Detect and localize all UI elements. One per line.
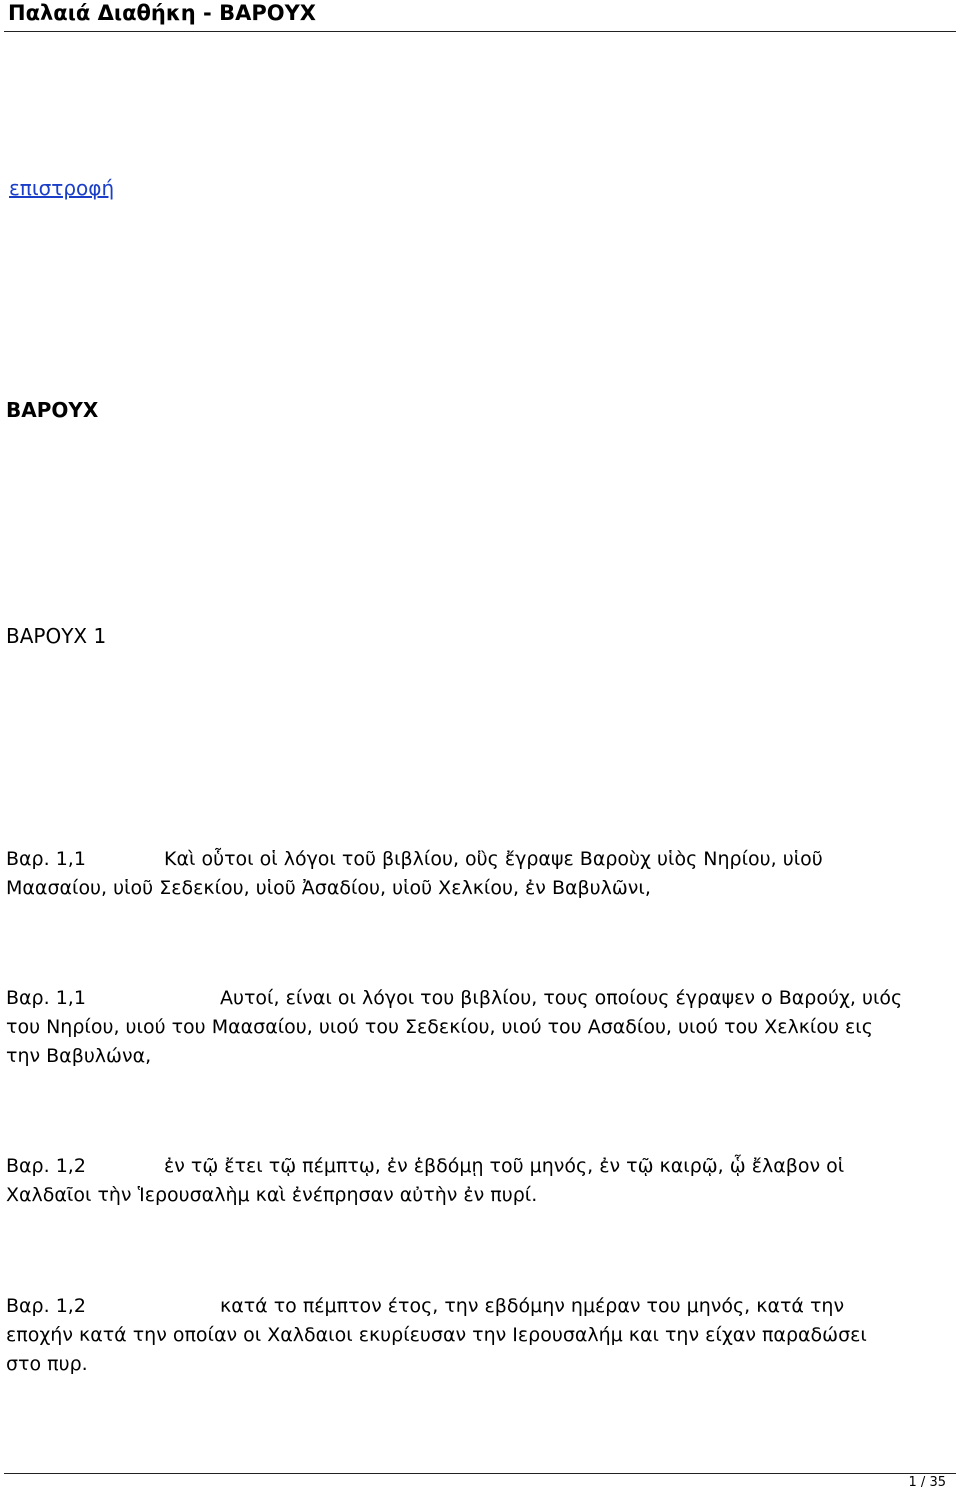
- verse-reference: Βαρ. 1,2: [6, 1295, 86, 1317]
- verse-text-line: στο πυρ.: [6, 1353, 88, 1375]
- verse-text-line: κατά το πέμπτον έτος, την εβδόμην ημέραν του μηνός, κατά την: [220, 1295, 845, 1317]
- verse-text-line: του Νηρίου, υιού του Μαασαίου, υιού του Σεδεκίου, υιού του Ασαδίου, υιού του Χελκίου εις: [6, 1016, 873, 1038]
- book-title: ΒΑΡΟΥΧ: [6, 398, 99, 422]
- verse-block: [6, 1152, 952, 1210]
- verse-text-line: Καὶ οὗτοι οἱ λόγοι τοῦ βιβλίου, οὓς ἔγραψε Βαροὺχ υἱὸς Νηρίου, υἱοῦ: [164, 848, 823, 870]
- page-number: 1 / 35: [908, 1475, 946, 1490]
- verse-block: [6, 845, 952, 903]
- verse-text-line: Αυτοί, είναι οι λόγοι του βιβλίου, τους οποίους έγραψεν ο Βαρούχ, υιός: [220, 987, 903, 1009]
- verse-first-line: [6, 984, 952, 1013]
- chapter-title: ΒΑΡΟΥΧ 1: [6, 624, 107, 648]
- verse-text-line: Μαασαίου, υἱοῦ Σεδεκίου, υἱοῦ Ἀσαδίου, υἱοῦ Χελκίου, ἐν Βαβυλῶνι,: [6, 877, 651, 899]
- header-divider: [4, 31, 956, 32]
- verse-text-line: εποχήν κατά την οποίαν οι Χαλδαιοι εκυρίευσαν την Ιερουσαλήμ και την είχαν παραδώσει: [6, 1324, 867, 1346]
- verse-reference: Βαρ. 1,2: [6, 1155, 86, 1177]
- verse-first-line: [6, 1292, 952, 1321]
- verse-first-line: [6, 845, 952, 874]
- footer-divider: [4, 1473, 956, 1474]
- page-title: Παλαιά Διαθήκη - ΒΑΡΟΥΧ: [8, 1, 316, 25]
- back-link[interactable]: επιστροφή: [9, 176, 115, 200]
- verse-text-line: ἐν τῷ ἔτει τῷ πέμπτῳ, ἐν ἑβδόμῃ τοῦ μηνός, ἐν τῷ καιρῷ, ᾧ ἔλαβον οἱ: [164, 1155, 845, 1177]
- verse-block: [6, 984, 952, 1071]
- verse-text-line: Χαλδαῖοι τὴν Ἱερουσαλὴμ καὶ ἐνέπρησαν αὐτὴν ἐν πυρί.: [6, 1184, 538, 1206]
- verse-block: [6, 1292, 952, 1379]
- verse-first-line: [6, 1152, 952, 1181]
- verse-reference: Βαρ. 1,1: [6, 848, 86, 870]
- verse-text-line: την Βαβυλώνα,: [6, 1045, 152, 1067]
- verse-reference: Βαρ. 1,1: [6, 987, 86, 1009]
